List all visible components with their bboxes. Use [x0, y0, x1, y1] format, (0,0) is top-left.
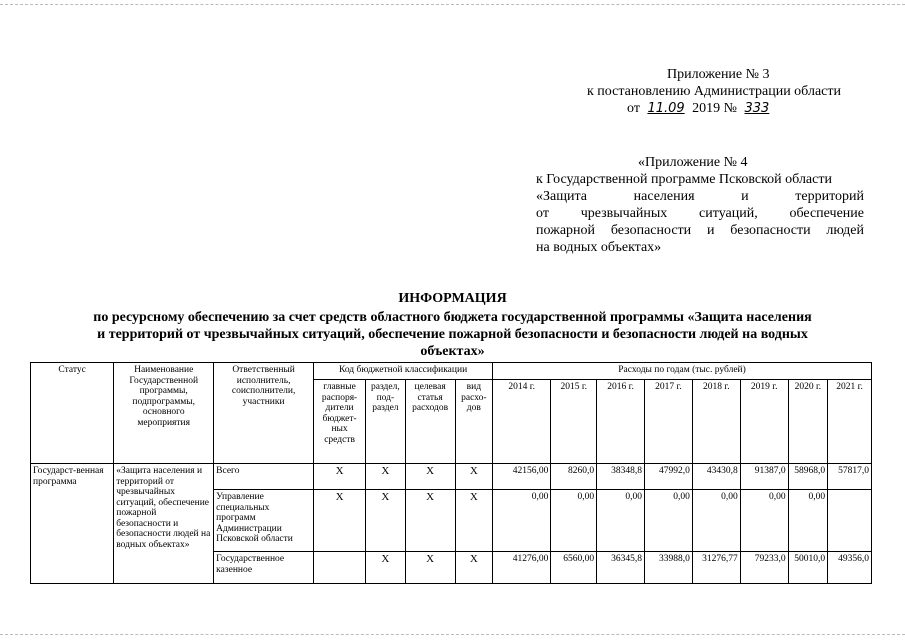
value-cell: 0,00: [493, 490, 551, 552]
header-year: 2019 г.: [740, 380, 788, 464]
value-cell: 47992,0: [645, 464, 693, 490]
header-target: целевая статья расходов: [405, 380, 455, 464]
value-cell: 0,00: [551, 490, 597, 552]
header-year: 2018 г.: [692, 380, 740, 464]
value-cell: 79233,0: [740, 552, 788, 584]
value-cell: 50010,0: [788, 552, 828, 584]
appendix3-title: Приложение № 3: [667, 67, 770, 82]
section-cell: Х: [366, 490, 406, 552]
value-cell: 0,00: [740, 490, 788, 552]
appendix3-date-line: [587, 100, 877, 117]
type-cell: Х: [455, 464, 492, 490]
document-title: ИНФОРМАЦИЯ: [398, 291, 507, 306]
header-type: вид расхо-дов: [455, 380, 492, 464]
header-year: 2021 г.: [828, 380, 872, 464]
grbs-cell: [314, 552, 366, 584]
appendix4-line2: «Защита населения и территорий: [536, 189, 864, 204]
status-cell: Государст-венная программа: [31, 464, 114, 584]
section-cell: Х: [366, 552, 406, 584]
appendix4-line3: от чрезвычайных ситуаций, обеспечение: [536, 206, 864, 221]
year-number-label: 2019 №: [692, 101, 738, 116]
value-cell: 31276,77: [692, 552, 740, 584]
appendix4-line5: на водных объектах»: [536, 240, 662, 255]
executor-cell: Всего: [214, 464, 314, 490]
target-cell: Х: [405, 490, 455, 552]
scan-edge-top: [0, 4, 905, 5]
date-prefix: от: [627, 101, 640, 116]
header-year: 2020 г.: [788, 380, 828, 464]
grbs-cell: Х: [314, 464, 366, 490]
heading-line3: объектах»: [420, 344, 485, 359]
header-name: Наименование Государственной программы, подпрограммы, основного мероприятия: [114, 363, 214, 464]
value-cell: [828, 490, 872, 552]
appendix4-line1: к Государственной программе Псковской области: [536, 172, 832, 187]
executor-cell: Государственное казенное: [214, 552, 314, 584]
value-cell: 41276,00: [493, 552, 551, 584]
value-cell: 8260,0: [551, 464, 597, 490]
appendix3-block: [587, 66, 877, 117]
header-grbs: главные распоря-дители бюджет-ных средств: [314, 380, 366, 464]
header-year: 2015 г.: [551, 380, 597, 464]
program-name-cell: «Защита населения и территорий от чрезвычайных ситуаций, обеспечение пожарной безопасности и безопасности людей на водных объектах»: [114, 464, 214, 584]
executor-cell: Управление специальных программ Администрации Псковской области: [214, 490, 314, 552]
header-budget-code: Код бюджетной классификации: [314, 363, 493, 380]
value-cell: 0,00: [597, 490, 645, 552]
value-cell: 0,00: [692, 490, 740, 552]
type-cell: Х: [455, 552, 492, 584]
value-cell: 91387,0: [740, 464, 788, 490]
value-cell: 42156,00: [493, 464, 551, 490]
header-section: раздел, под-раздел: [366, 380, 406, 464]
target-cell: Х: [405, 464, 455, 490]
header-year: 2014 г.: [493, 380, 551, 464]
appendix4-line4: пожарной безопасности и безопасности людей: [536, 223, 864, 238]
type-cell: Х: [455, 490, 492, 552]
appendix4-title: «Приложение № 4: [638, 155, 748, 170]
header-executor: Ответственный исполнитель, соисполнители, участники: [214, 363, 314, 464]
value-cell: 49356,0: [828, 552, 872, 584]
scan-edge-bottom: [0, 634, 905, 635]
value-cell: 57817,0: [828, 464, 872, 490]
target-cell: Х: [405, 552, 455, 584]
header-expenses: Расходы по годам (тыс. рублей): [493, 363, 872, 380]
resource-table: [30, 362, 872, 584]
value-cell: 33988,0: [645, 552, 693, 584]
appendix3-decree: к постановлению Администрации области: [587, 84, 841, 99]
grbs-cell: Х: [314, 490, 366, 552]
value-cell: 6560,00: [551, 552, 597, 584]
value-cell: 36345,8: [597, 552, 645, 584]
header-year: 2017 г.: [645, 380, 693, 464]
header-status: Статус: [31, 363, 114, 464]
appendix4-block: [536, 154, 864, 256]
value-cell: 0,00: [645, 490, 693, 552]
value-cell: 58968,0: [788, 464, 828, 490]
value-cell: 0,00: [788, 490, 828, 552]
heading-line1: по ресурсному обеспечению за счет средств областного бюджета государственной программы «Защита населения: [93, 310, 812, 325]
section-cell: Х: [366, 464, 406, 490]
handwritten-number: 333: [744, 101, 770, 116]
heading-line2: и территорий от чрезвычайных ситуаций, обеспечение пожарной безопасности и безопасности людей на водных: [97, 327, 808, 342]
handwritten-date: 11.09: [647, 101, 685, 116]
table-row: [31, 464, 872, 490]
value-cell: 43430,8: [692, 464, 740, 490]
header-year: 2016 г.: [597, 380, 645, 464]
value-cell: 38348,8: [597, 464, 645, 490]
